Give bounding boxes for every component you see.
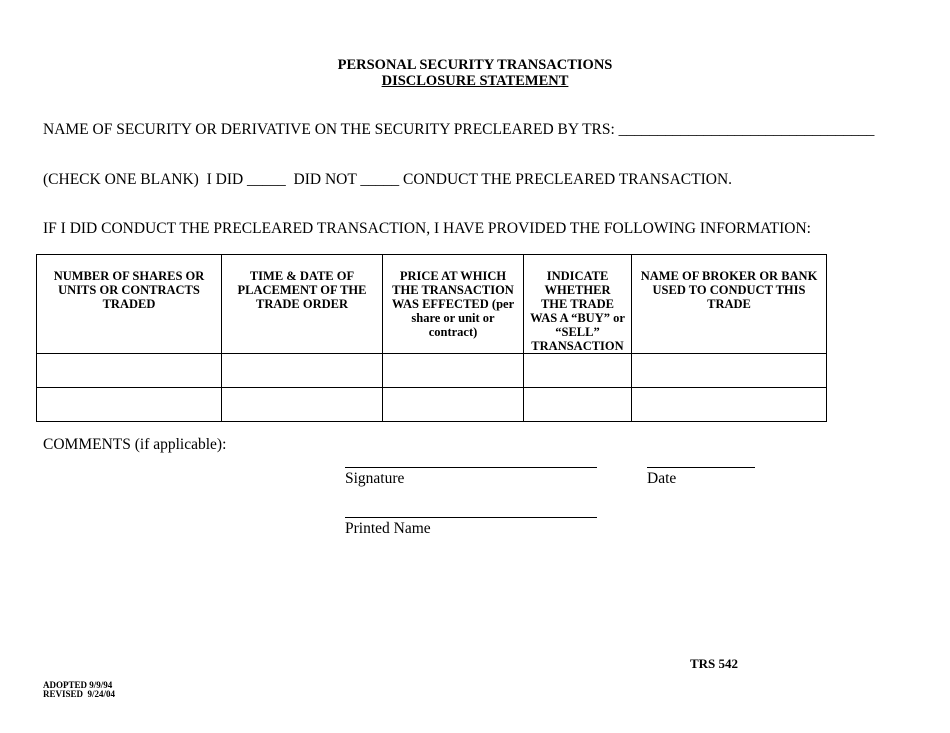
table-row (37, 354, 827, 388)
table-cell-time-date[interactable] (222, 354, 383, 388)
date-line[interactable] (647, 467, 755, 468)
transaction-table (36, 254, 827, 422)
did-conduct-check-field[interactable]: (CHECK ONE BLANK) I DID _____ DID NOT _____ CONDUCT THE PRECLEARED TRANSACTION. (43, 171, 733, 188)
form-subtitle: DISCLOSURE STATEMENT (381, 73, 569, 89)
revised-date: REVISED 9/24/04 (43, 689, 116, 699)
header-broker: NAME OF BROKER OR BANK USED TO CONDUCT THIS TRADE (632, 255, 827, 354)
adopted-date: ADOPTED 9/9/94 (43, 680, 113, 690)
table-cell-price[interactable] (383, 354, 524, 388)
signature-label: Signature (345, 470, 405, 487)
table-cell-price[interactable] (383, 388, 524, 422)
header-buy-sell: INDICATE WHETHER THE TRADE WAS A “BUY” or “SELL” TRANSACTION (524, 255, 632, 354)
table-cell-buy-sell[interactable] (524, 388, 632, 422)
table-cell-broker[interactable] (632, 354, 827, 388)
info-instruction: IF I DID CONDUCT THE PRECLEARED TRANSACTION, I HAVE PROVIDED THE FOLLOWING INFORMATION: (43, 220, 811, 237)
table-cell-shares[interactable] (37, 354, 222, 388)
header-price (383, 255, 524, 354)
header-time-date: TIME & DATE OF PLACEMENT OF THE TRADE ORDER (222, 255, 383, 354)
comments-label: COMMENTS (if applicable): (43, 436, 227, 453)
form-title: PERSONAL SECURITY TRANSACTIONS (337, 57, 613, 73)
header-price-main: PRICE AT WHICH THE TRANSACTION WAS EFFECTED (391, 269, 514, 311)
printed-name-label: Printed Name (345, 520, 431, 537)
date-label: Date (647, 470, 677, 487)
security-name-field[interactable]: NAME OF SECURITY OR DERIVATIVE ON THE SECURITY PRECLEARED BY TRS: _________________________________ (43, 121, 875, 138)
table-cell-broker[interactable] (632, 388, 827, 422)
header-price-note: (per share or unit or contract) (411, 297, 515, 339)
signature-line[interactable] (345, 467, 597, 468)
table-header-row (37, 255, 827, 354)
table-row (37, 388, 827, 422)
table-cell-shares[interactable] (37, 388, 222, 422)
header-shares: NUMBER OF SHARES OR UNITS OR CONTRACTS TRADED (37, 255, 222, 354)
table-cell-buy-sell[interactable] (524, 354, 632, 388)
printed-name-line[interactable] (345, 517, 597, 518)
table-cell-time-date[interactable] (222, 388, 383, 422)
form-number: TRS 542 (690, 656, 739, 671)
